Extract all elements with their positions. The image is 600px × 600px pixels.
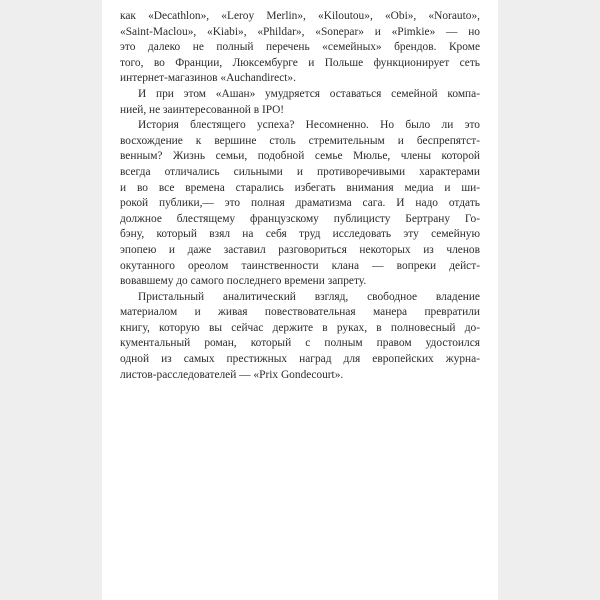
text-line: эпопею и даже заставил разговориться некоторых из членов — [120, 243, 480, 256]
text-line: рокой публики,— это полная драматизма сага. И надо отдать — [120, 197, 480, 210]
text-line: Пристальный аналитический взгляд, свободное владение — [138, 290, 480, 303]
text-line: окутанного ореолом таинственности клана — вопреки дейст- — [120, 259, 480, 272]
paragraph-book-praise — [120, 290, 480, 384]
book-page — [102, 0, 498, 600]
text-line: И при этом «Ашан» умудряется оставаться семейной компа- — [138, 87, 480, 100]
text-line: одной из самых престижных наград для европейских журна- — [120, 353, 480, 366]
text-line: и во все времена старались избегать внимания медиа и ши- — [120, 181, 480, 194]
text-line: листов-расследователей — «Prix Gondecourt». — [120, 368, 344, 381]
text-line: нией, не заинтересованной в IPO! — [120, 103, 285, 116]
paragraph-family-company — [120, 87, 480, 118]
text-line: того, во Франции, Люксембурге и Польше функционирует сеть — [120, 56, 480, 69]
text-line: бэну, который взял на себя труд исследовать эту семейную — [120, 228, 480, 241]
paragraph-brands — [120, 9, 480, 87]
text-line: кументальный роман, который с полным правом удостоился — [120, 337, 480, 350]
text-line: «Saint-Maclou», «Kiabi», «Phildar», «Sonepar» и «Pimkie» — но — [120, 25, 480, 38]
text-line: должное блестящему французскому публицисту Бертрану Го- — [120, 212, 480, 225]
text-line: книгу, которую вы сейчас держите в руках, в полновесный до- — [120, 321, 480, 334]
text-line: История блестящего успеха? Несомненно. Но было ли это — [138, 119, 480, 132]
text-line: восхождение к вершине столь стремительным и беспрепятст- — [120, 134, 480, 147]
text-line: всегда отличались сильными и противоречивыми характерами — [120, 165, 480, 178]
text-line: как «Decathlon», «Leroy Merlin», «Kiloutou», «Obi», «Norauto», — [120, 10, 480, 22]
text-line: вовавшему до самого последнего времени запрету. — [120, 275, 367, 288]
paragraph-success-story — [120, 118, 480, 290]
text-line: венным? Жизнь семьи, подобной семье Мюлье, члены которой — [120, 150, 480, 163]
text-line: это далеко не полный перечень «семейных» брендов. Кроме — [120, 41, 480, 54]
text-line: материалом и живая повествовательная манера превратили — [120, 306, 480, 319]
text-line: интернет-магазинов «Auchandirect». — [120, 72, 296, 85]
